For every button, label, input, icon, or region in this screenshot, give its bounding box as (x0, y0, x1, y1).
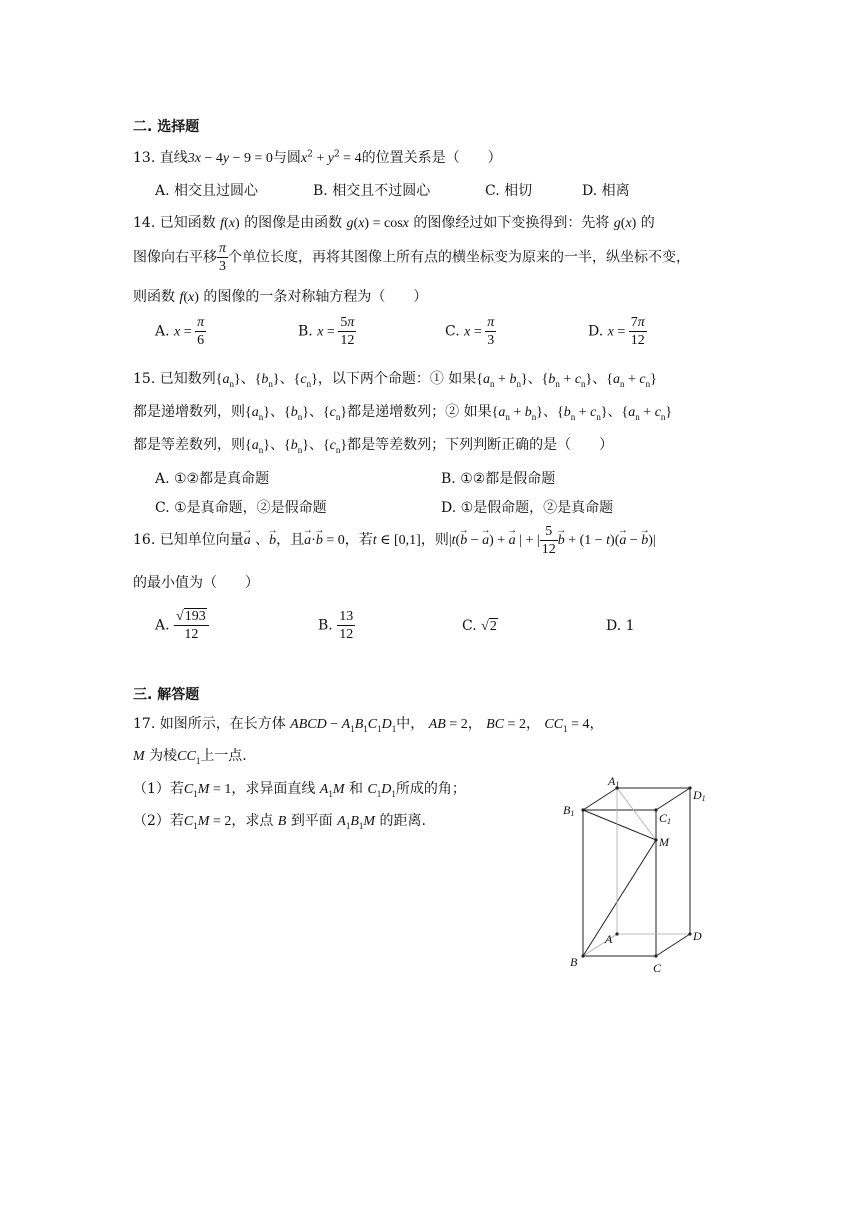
q16-option-a: A. $\frac{√193}{12}$ (155, 608, 209, 643)
label-b: B (570, 955, 578, 969)
q16-option-c: C. √2 (462, 618, 497, 634)
q16-option-d: D. 1 (606, 618, 635, 634)
label-a: A (605, 932, 613, 946)
q15-option-b: B. ①②都是假命题 (441, 471, 556, 487)
label-c1: C1 (659, 811, 672, 826)
section-title-answer: 三. 解答题 (133, 687, 200, 703)
label-c: C (653, 961, 662, 975)
q13-option-a: A. 相交且过圆心 (155, 183, 259, 199)
q14-option-c: C. x = $\frac{\pi}{3}$ (445, 315, 495, 348)
question-16-line-1: 16. 已知单位向量→ a 、→ b，且→ a·→ b = 0，若t ∈ [0,1]，则|t(→ b − → a) + → a | + | $\frac{5}{12}$ → b + (1 − t)(→ a − → b)| (133, 520, 656, 561)
label-b1: B1 (563, 803, 575, 818)
section-title-choice: 二. 选择题 (133, 119, 200, 135)
q13-option-b: B. 相交且不过圆心 (313, 183, 431, 199)
question-13: 13. 直线3x − 4y − 9 = 0与圆$x^2 + y^2 = 4$的位置关系是（ ） (133, 149, 502, 166)
q13-option-d: D. 相离 (582, 183, 630, 199)
label-d: D (693, 929, 702, 943)
question-15-line-1: 15. 已知数列$\{a_n\}$、$\{b_n\}$、$\{c_n\}$，以下两个命题：① 如果$\{a_n + b_n\}$、$\{b_n + c_n\}$、$\{a_n + c_n\}$ (133, 371, 657, 389)
label-m: M (659, 835, 669, 849)
question-15-line-2: 都是递增数列，则$\{a_n\}$、$\{b_n\}$、$\{c_n\}$都是递增数列；② 如果$\{a_n + b_n\}$、$\{b_n + c_n\}$、$\{a_n + c_n\}$ (133, 404, 673, 422)
q15-option-d: D. ①是假命题，②是真命题 (441, 500, 614, 516)
question-14-line-2: 图像向右平移 $\frac{\pi}{3}$ 个单位长度，再将其图像上所有点的横坐标变为原来的一半，纵坐标不变， (133, 241, 691, 274)
q14-option-d: D. x = $\frac{7\pi}{12}$ (588, 315, 645, 348)
label-d1: D1 (693, 788, 706, 803)
question-17-part-1: （1）若$C_1M = 1$，求异面直线 $A_1M$ 和 $C_1D_1$所成的角； (133, 781, 466, 799)
q15-option-c: C. ①是真命题，②是假命题 (155, 500, 327, 516)
q14-option-a: A. x = $\frac{\pi}{6}$ (155, 315, 205, 348)
question-15-line-3: 都是等差数列，则$\{a_n\}$、$\{b_n\}$、$\{c_n\}$都是等差数列；下列判断正确的是（ ） (133, 437, 614, 455)
cuboid-figure (550, 768, 730, 988)
question-17-line-1: 17. 如图所示，在长方体 ABCD − $A_1B_1C_1D_1$中， AB = 2， BC = 2， $CC_1 = 4$， (133, 716, 604, 734)
question-17-part-2: （2）若$C_1M = 2$，求点 B 到平面 $A_1B_1M$ 的距离. (133, 813, 426, 831)
label-a1: A1 (608, 774, 620, 789)
q14-option-b: B. x = $\frac{5\pi}{12}$ (298, 315, 355, 348)
question-14-line-1: 14. 已知函数 f(x) 的图像是由函数 g(x) = cosx 的图像经过如下变换得到：先将 g(x) 的 (133, 215, 655, 231)
question-16-line-2: 的最小值为（ ） (133, 575, 259, 591)
question-14-line-3: 则函数 f(x) 的图像的一条对称轴方程为（ ） (133, 289, 428, 305)
q16-option-b: B. $\frac{13}{12}$ (318, 609, 354, 642)
question-17-line-2: M 为棱$CC_1$上一点. (133, 748, 247, 766)
q13-option-c: C. 相切 (485, 183, 533, 199)
q15-option-a: A. ①②都是真命题 (155, 471, 270, 487)
